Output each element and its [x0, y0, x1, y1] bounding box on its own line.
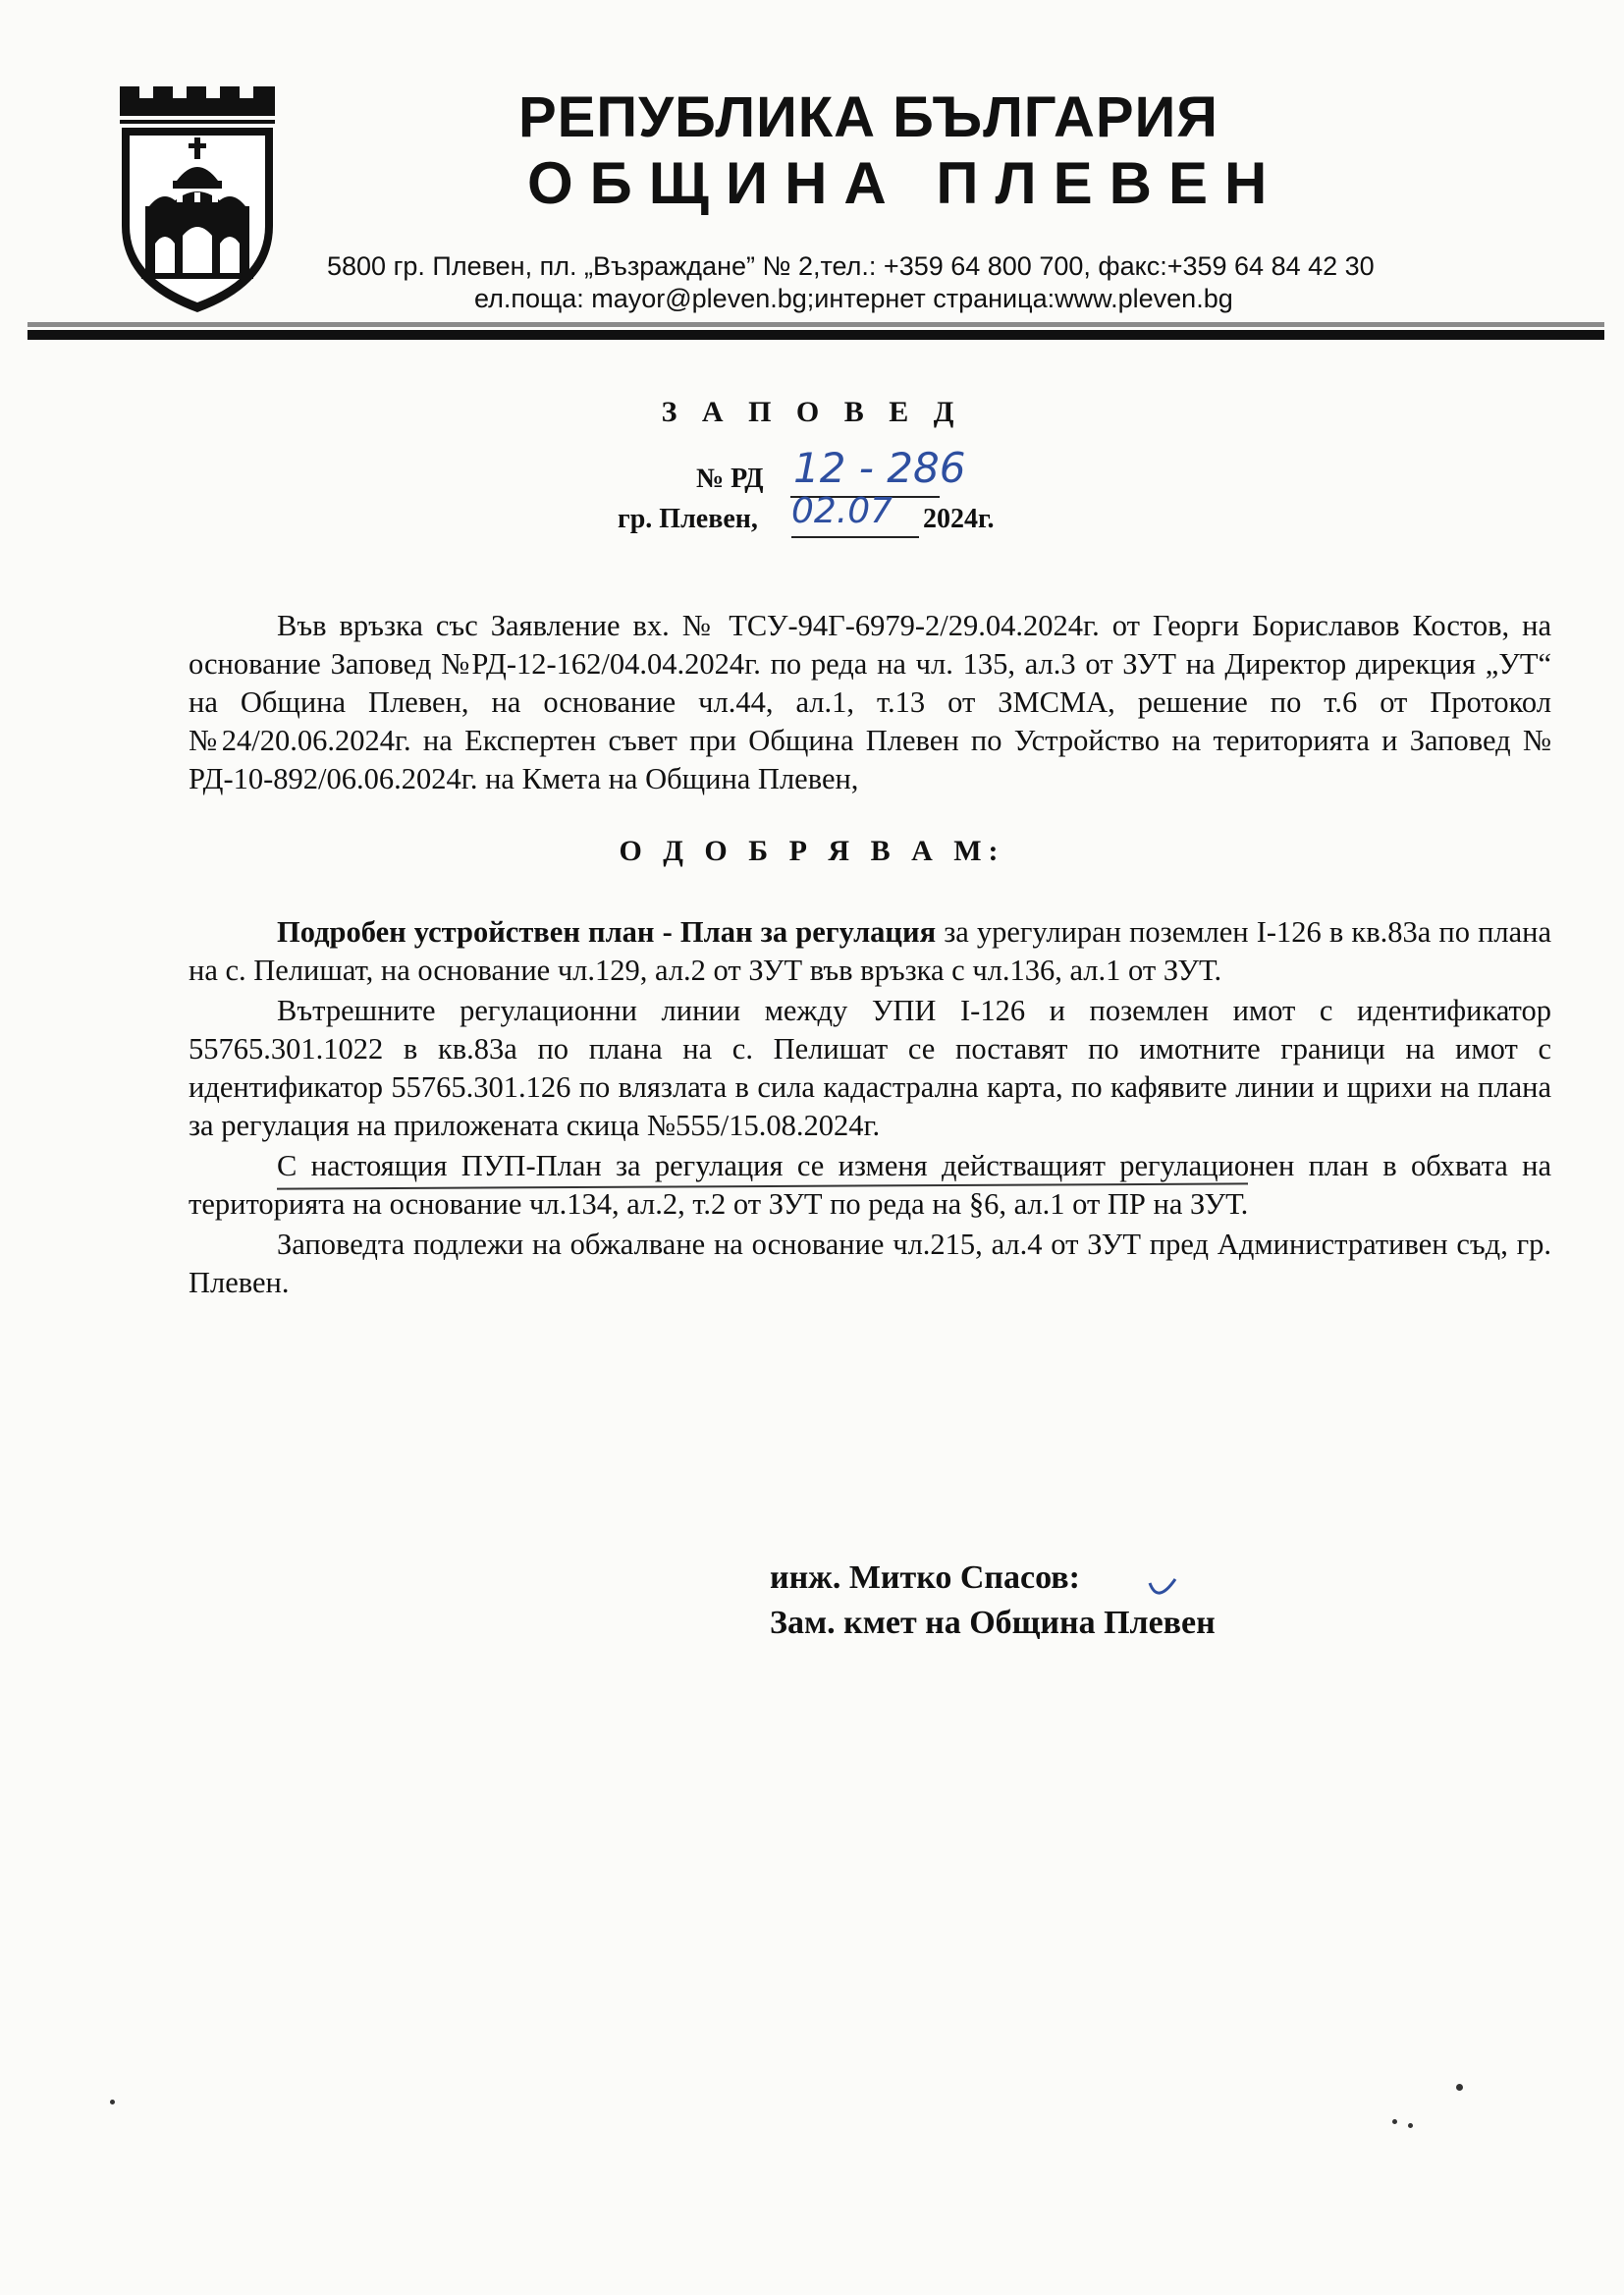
document-title: З А П О В Е Д	[661, 396, 963, 428]
order-date-underline	[791, 536, 919, 538]
scan-speck	[1408, 2123, 1413, 2128]
decision-paragraphs	[189, 913, 1551, 1302]
paragraph-2: Вътрешните регулационни линии между УПИ I-126 и поземлен имот с идентификатор 55765.301.1022 в кв.83а по плана на с. Пелишат се поставят по имотните граници на имот с идентификатор 55765.301.126 по влязлата в сила кадастрална карта, по кафявите линии и щрихи на плана за регулация на приложената скица №555/15.08.2024г.	[189, 994, 1551, 1142]
header-rule-thin	[27, 322, 1604, 327]
preamble-paragraph	[189, 607, 1551, 798]
scan-speck	[1456, 2084, 1463, 2091]
paragraph-4: Заповедта подлежи на обжалване на основание чл.215, ал.4 от ЗУТ пред Административен съд, гр. Плевен.	[189, 1228, 1551, 1299]
preamble-text: Във връзка със Заявление вх. № ТСУ-94Г-6979-2/29.04.2024г. от Георги Бориславов Костов, на основание Заповед №РД-12-162/04.04.2024г. по реда на чл. 135, ал.3 от ЗУТ на Директор дирекция „УТ“ на Община Плевен, на основание чл.44, ал.1, т.13 от ЗМСМА, решение по т.6 от Протокол №24/20.06.2024г. на Експертен съвет при Община Плевен по Устройство на територията и Заповед № РД-10-892/06.06.2024г. на Кмета на Община Плевен,	[189, 609, 1551, 795]
order-city-label: гр. Плевен,	[618, 504, 758, 534]
order-year-label: 2024г.	[923, 504, 995, 534]
header-country: РЕПУБЛИКА БЪЛГАРИЯ	[518, 85, 1218, 149]
paragraph-3-text: С настоящия ПУП-План за регулация се изменя действащият регулационен план в обхвата на територията на основание чл.134, ал.2, т.2 от ЗУТ по реда на §6, ал.1 от ПР на ЗУТ.	[189, 1149, 1551, 1221]
header-rule-thick	[27, 330, 1604, 340]
scan-speck	[110, 2100, 115, 2104]
paragraph-1-rest: за урегулиран поземлен I-126 в кв.83а по плана на с. Пелишат, на основание чл.129, ал.2 от ЗУТ във връзка с чл.136, ал.1 от ЗУТ.	[189, 915, 1552, 987]
scan-speck	[1392, 2119, 1397, 2124]
signatory-name: инж. Митко Спасов:	[770, 1559, 1080, 1596]
order-number-label: № РД	[696, 464, 764, 494]
paragraph-1-bold: Подробен устройствен план - План за регулация	[277, 915, 937, 949]
header-contacts: ел.поща: mayor@pleven.bg;интернет страница:www.pleven.bg	[474, 284, 1233, 313]
header-municipality: ОБЩИНА ПЛЕВЕН	[527, 150, 1284, 216]
signatory-position: Зам. кмет на Община Плевен	[770, 1605, 1216, 1641]
order-number-handwritten: 12 - 286	[793, 444, 966, 492]
header-address: 5800 гр. Плевен, пл. „Възраждане” № 2,тел.: +359 64 800 700, факс:+359 64 84 42 30	[327, 251, 1375, 281]
paragraph-1	[189, 913, 1551, 990]
approve-heading: О Д О Б Р Я В А М:	[619, 835, 1005, 867]
paragraph-3	[189, 1147, 1551, 1224]
pleven-coat-of-arms-logo	[116, 79, 279, 316]
order-date-handwritten: 02.07	[791, 491, 893, 531]
signature-mark	[1144, 1575, 1183, 1609]
